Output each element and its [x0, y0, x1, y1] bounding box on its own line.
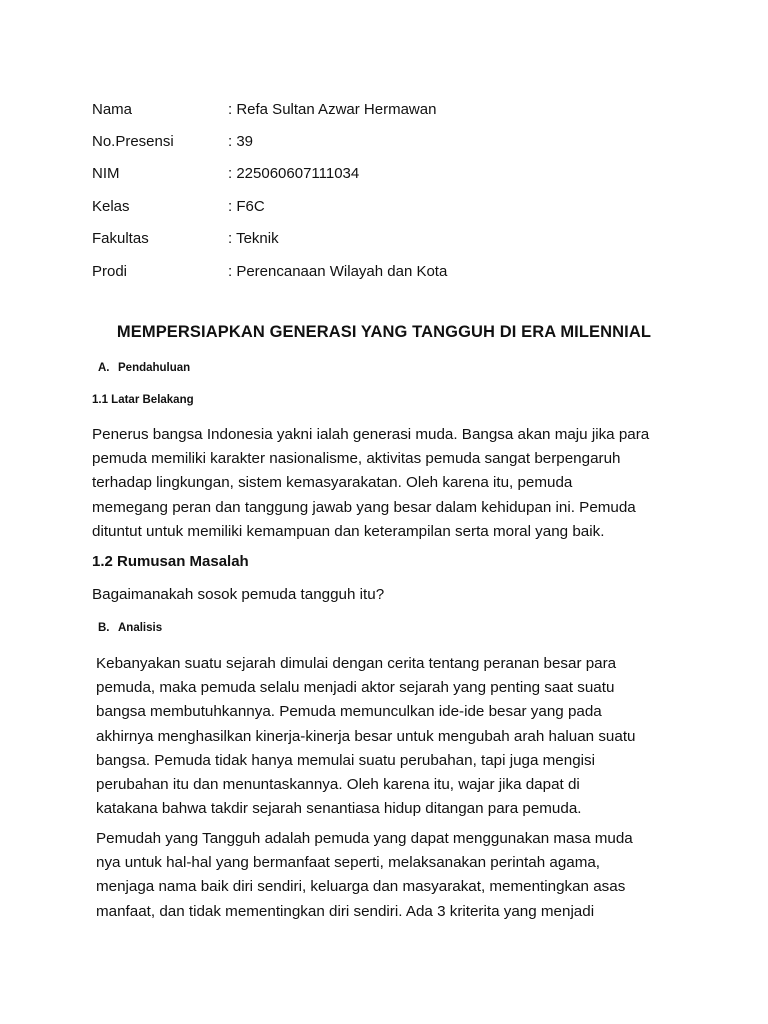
section-number: A.: [98, 362, 110, 374]
text-line: nya untuk hal-hal yang bermanfaat seperti, melaksanakan perintah agama,: [96, 854, 601, 872]
text-line: bangsa. Pemuda tidak hanya memulai suatu perubahan, tapi juga mengisi: [96, 751, 595, 769]
meta-label: NIM: [92, 165, 120, 183]
identity-block: [92, 93, 692, 287]
subheading-latar-belakang: 1.1 Latar Belakang: [92, 394, 194, 406]
text-line: Kebanyakan suatu sejarah dimulai dengan cerita tentang peranan besar para: [96, 655, 617, 672]
meta-value: : Perencanaan Wilayah dan Kota: [228, 262, 448, 280]
text-line: pemuda memiliki karakter nasionalisme, aktivitas pemuda sangat berpengaruh: [92, 450, 621, 468]
meta-label: Nama: [92, 100, 133, 118]
section-heading-a: [98, 362, 190, 374]
meta-row-nama: [92, 93, 692, 125]
paragraph-latar-belakang: [92, 423, 649, 544]
meta-label: Prodi: [92, 262, 128, 280]
meta-row-presensi: [92, 125, 692, 157]
paragraph-analisis-2: [96, 827, 633, 924]
meta-row-prodi: [92, 255, 692, 287]
text-line: menjaga nama baik diri sendiri, keluarga dan masyarakat, mementingkan asas: [96, 878, 626, 896]
meta-value: : F6C: [228, 197, 265, 215]
document-title: MEMPERSIAPKAN GENERASI YANG TANGGUH DI ERA MILENNIAL: [116, 323, 652, 341]
meta-label: No.Presensi: [92, 133, 174, 151]
subheading-rumusan-masalah: 1.2 Rumusan Masalah: [92, 553, 249, 570]
meta-value: : 39: [228, 133, 254, 151]
text-line: dituntut untuk memiliki kemampuan dan keterampilan serta moral yang baik.: [92, 522, 605, 540]
meta-row-kelas: [92, 190, 692, 222]
meta-value: : Teknik: [228, 230, 279, 248]
paragraph-analisis-1: [96, 652, 636, 821]
meta-row-fakultas: [92, 223, 692, 255]
text-line: akhirnya menghasilkan kinerja-kinerja besar untuk mengubah arah haluan suatu: [96, 727, 636, 745]
text-line: perubahan itu dan menuntaskannya. Oleh karena itu, wajar jika dapat di: [96, 776, 580, 794]
meta-row-nim: [92, 158, 692, 190]
text-line: manfaat, dan tidak mementingkan diri sendiri. Ada 3 kriterita yang menjadi: [96, 902, 595, 920]
text-line: katakana bahwa takdir sejarah senantiasa hidup ditangan para pemuda.: [96, 800, 582, 818]
text-line: pemuda, maka pemuda selalu menjadi aktor sejarah yang penting saat suatu: [96, 679, 615, 697]
research-question: Bagaimanakah sosok pemuda tangguh itu?: [92, 586, 385, 603]
meta-label: Kelas: [92, 197, 130, 215]
section-label: Analisis: [118, 622, 163, 634]
section-label: Pendahuluan: [118, 362, 191, 374]
meta-value: : 225060607111034: [228, 165, 360, 183]
text-line: Pemudah yang Tangguh adalah pemuda yang dapat menggunakan masa muda: [96, 830, 633, 847]
section-heading-b: [98, 622, 162, 634]
text-line: terhadap lingkungan, sistem kemasyarakatan. Oleh karena itu, pemuda: [92, 474, 573, 492]
text-line: memegang peran dan tanggung jawab yang besar dalam kehidupan ini. Pemuda: [92, 498, 636, 516]
meta-label: Fakultas: [92, 230, 149, 248]
text-line: bangsa membutuhkannya. Pemuda memunculkan ide-ide besar yang pada: [96, 703, 602, 721]
meta-value: : Refa Sultan Azwar Hermawan: [228, 100, 437, 118]
text-line: Penerus bangsa Indonesia yakni ialah generasi muda. Bangsa akan maju jika para: [92, 426, 650, 443]
section-number: B.: [98, 622, 110, 634]
